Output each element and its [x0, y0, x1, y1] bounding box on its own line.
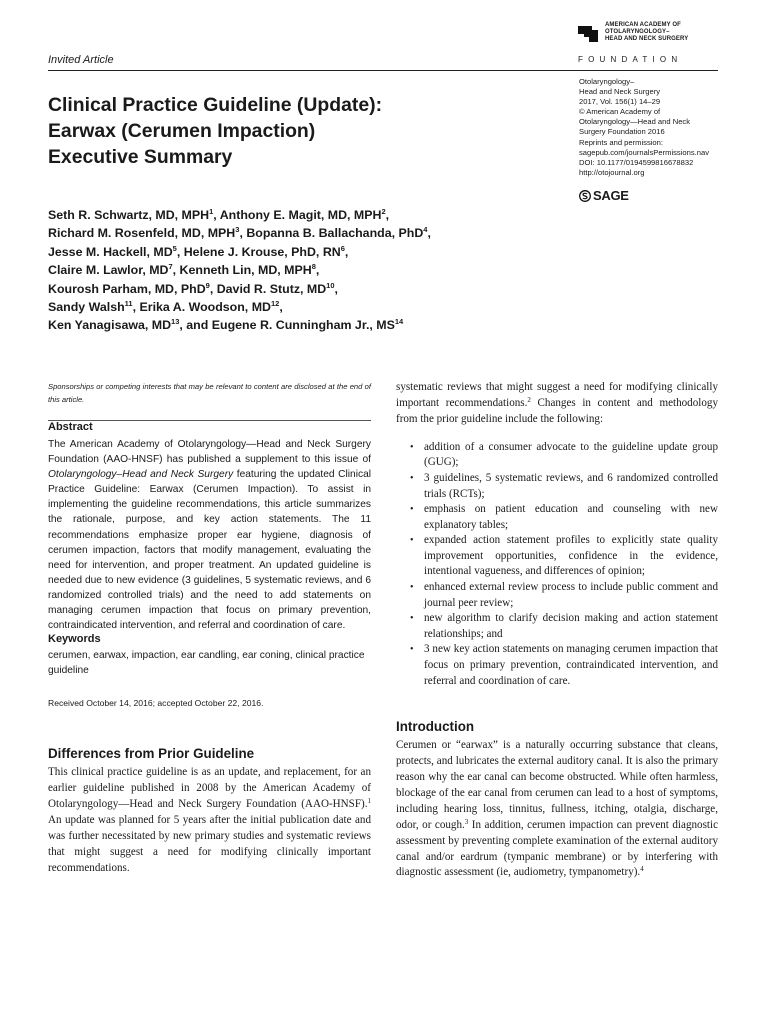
introduction-paragraph: Cerumen or “earwax” is a naturally occurring substance that cleans, protects, and lubricates the external auditory canal. It is also the primary reason why the ear canal can become obstructed. While often harmless, blockage of the ear canal from cerumen can lead to a host of symptoms, including hearing loss, tinnitus, fullness, itching, otalgia, discharge, odor, or cough.$^3$ In addition, cerumen impaction can prevent diagnostic assessment by preventing complete examination of the external auditory canal and/or eardrum (tympanic membrane) or by interfering with diagnostic assessment (ie, audiometry, tympanometry).$^4$ — [396, 739, 718, 879]
citation-ref[interactable]: 2 — [527, 395, 531, 404]
citation-ref[interactable]: 1 — [367, 797, 371, 806]
author-list — [48, 206, 548, 335]
abstract-heading: Abstract — [48, 421, 93, 433]
title-line: Executive Summary — [48, 146, 233, 168]
list-item: • expanded action statement profiles to explicitly state quality improvement opportunities, confidence in the evidence, intentional vagueness, and differences of opinion; — [396, 533, 718, 580]
author-line: Richard M. Rosenfeld, MD, MPH$^3$, Bopanna B. Ballachanda, PhD$^4$, — [48, 225, 431, 241]
header-divider — [48, 70, 718, 71]
list-item: • 3 guidelines, 5 systematic reviews, and 6 randomized controlled trials (RCTs); — [396, 471, 718, 502]
author-line: Kourosh Parham, MD, PhD$^9$, David R. Stutz, MD$^{10}$, — [48, 280, 338, 296]
logo-line-1: AMERICAN ACADEMY OF — [605, 22, 681, 28]
foundation-logo — [578, 22, 748, 64]
left-column — [48, 380, 371, 877]
introduction-heading: Introduction — [396, 719, 475, 735]
logo-line-3: HEAD AND NECK SURGERY — [605, 36, 689, 42]
academy-emblem-icon — [578, 22, 600, 46]
author-line: Ken Yanagisawa, MD$^{13}$, and Eugene R. Cunningham Jr., MS$^{14}$ — [48, 317, 404, 333]
differences-paragraph: This clinical practice guideline is as an update, and replacement, for an earlier guideline published in 2008 by the American Academy of Otolaryngology—Head and Neck Surgery Foundation (AAO-HNSF).$^1$ An update was planned for 5 years after the initial publication date and was further necessitated by new primary studies and systematic reviews that might suggest a need for modifying clinically important recommendations. — [48, 766, 371, 874]
journal-info-line: © American Academy of — [579, 107, 661, 117]
publisher-logo — [579, 188, 629, 203]
sage-circle-icon — [579, 190, 591, 202]
received-dates: Received October 14, 2016; accepted October 22, 2016. — [48, 698, 264, 709]
article-title — [48, 92, 518, 170]
author-line: Sandy Walsh$^{11}$, Erika A. Woodson, MD$^{12}$, — [48, 299, 283, 315]
citation-ref[interactable]: 3 — [464, 817, 469, 826]
citation-ref[interactable]: 4 — [640, 865, 644, 874]
keywords-list: cerumen, earwax, impaction, ear candling, ear coning, clinical practice guideline — [48, 650, 365, 677]
journal-info-line: Otolaryngology– — [579, 77, 635, 86]
list-item: • emphasis on patient education and counseling with new explanatory tables; — [396, 502, 718, 533]
changes-list — [396, 440, 718, 690]
author-line: Claire M. Lawlor, $MD^7$, Kenneth Lin, MD, MPH$^8$, — [48, 262, 320, 278]
logo-foundation-text: FOUNDATION — [578, 55, 683, 64]
list-item: • enhanced external review process to include public comment and journal peer review; — [396, 580, 718, 611]
journal-info-link[interactable]: http://otojournal.org — [579, 167, 645, 177]
abstract-body: The American Academy of Otolaryngology—Head and Neck Surgery Foundation (AAO-HNSF) has published a supplement to this issue of Otolaryngology–Head and Neck Surgery featuring the updated Clinical Practice Guideline: Earwax (Cerumen Impaction). To assist in implementing the guideline recommendations, this article summarizes the rationale, purpose, and key action statements. The 11 recommendations emphasize proper ear hygiene, diagnosis of cerumen impaction, factors that modify management, evaluating the need for intervention, and proper treatment. An updated guideline is needed due to new evidence (3 guidelines, 5 systematic reviews, and 6 randomized controlled trials) and the need to add statements on managing cerumen impaction that focus on primary prevention, contraindicated intervention, and referral and coordination of care. — [48, 439, 371, 632]
publisher-name: SAGE — [593, 188, 629, 203]
differences-paragraph-continued: systematic reviews that might suggest a need for modifying clinically important recommendations.$^2$ Changes in content and methodology from the prior guideline include the following: — [396, 381, 719, 425]
journal-info-line: Head and Neck Surgery — [579, 87, 661, 97]
keywords-heading: Keywords — [48, 633, 101, 646]
title-line: Earwax (Cerumen Impaction) — [48, 120, 316, 142]
list-item: • new algorithm to clarify decision making and action statement relationships; and — [396, 611, 718, 642]
sponsorship-note: Sponsorships or competing interests that may be relevant to content are disclosed at the end of this article. — [48, 382, 371, 404]
journal-info-line: Surgery Foundation 2016 — [579, 127, 665, 137]
journal-info-line: Otolaryngology—Head and Neck — [579, 117, 691, 127]
journal-info-doi[interactable]: DOI: 10.1177/0194599816678832 — [579, 157, 694, 167]
author-line: Jesse M. Hackell, $MD^5$, Helene J. Krouse, PhD, $RN^6$, — [48, 243, 349, 259]
title-line: Clinical Practice Guideline (Update): — [48, 94, 383, 116]
journal-info-line: Reprints and permission: — [579, 137, 663, 147]
logo-line-2: OTOLARYNGOLOGY– — [605, 29, 670, 35]
differences-heading: Differences from Prior Guideline — [48, 746, 255, 762]
journal-info — [579, 77, 754, 178]
list-item: • 3 new key action statements on managing cerumen impaction that focus on primary prevention, contraindicated intervention, and referral and coordination of care. — [396, 642, 718, 689]
article-type-label: Invited Article — [48, 54, 114, 66]
list-item: • addition of a consumer advocate to the guideline update group (GUG); — [396, 440, 718, 471]
journal-info-link[interactable]: sagepub.com/journalsPermissions.nav — [579, 147, 710, 157]
right-column — [396, 380, 718, 881]
author-line: Seth R. Schwartz, MD, MPH$^1$, Anthony E. Magit, MD, MPH$^2$, — [48, 207, 390, 222]
journal-info-line: 2017, Vol. 156(1) 14–29 — [579, 97, 661, 107]
